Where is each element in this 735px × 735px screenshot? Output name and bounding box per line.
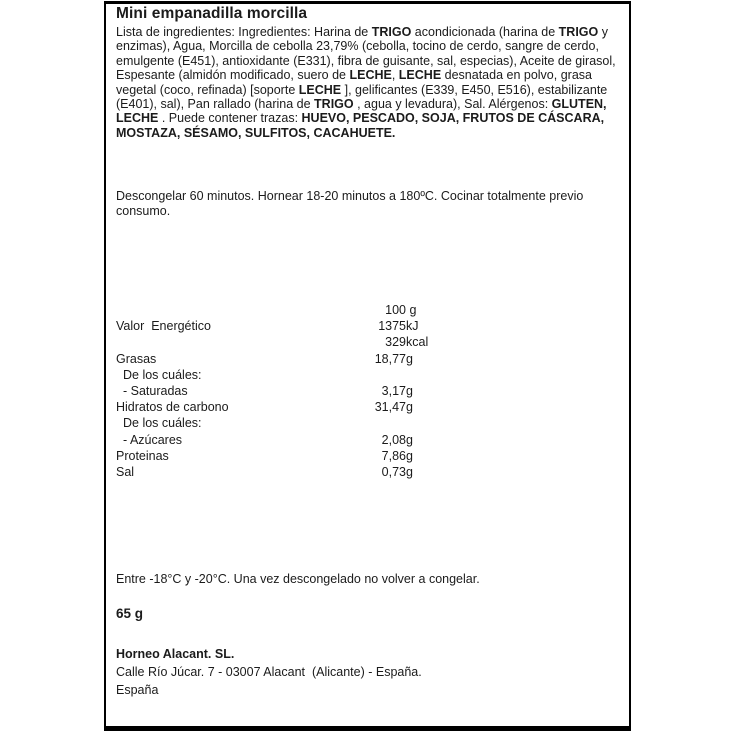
manufacturer-country: España — [116, 683, 159, 698]
nutrition-label: - Azúcares — [123, 432, 183, 447]
nutrition-label: Proteinas — [116, 448, 169, 463]
nutrition-row-energy-kj — [116, 319, 536, 335]
nutrition-unit: g — [406, 464, 413, 479]
nutrition-row-carbohydrate — [116, 400, 536, 416]
ingredient-segment: TRIGO — [371, 25, 412, 39]
nutrition-row-sugars — [116, 433, 536, 449]
ingredient-segment: y enzimas), Agua, Morcilla de cebolla 23,79% (cebolla, tocino de cerdo, sangre de cerdo, emulgente (E451), antioxidante (E331), fibra de guisante, sal, especias), Aceite de girasol, Espesante (almidón modificado, suero de — [116, 25, 616, 83]
nutrition-unit: g — [406, 400, 413, 415]
nutrition-value: 7,86 — [381, 448, 406, 463]
ingredient-segment: GLUTEN, LECHE — [116, 97, 607, 126]
ingredient-segment: Lista de ingredientes: Ingredientes: Harina de — [116, 25, 372, 39]
product-label-box — [104, 1, 631, 731]
ingredient-segment: HUEVO, PESCADO, SOJA, FRUTOS DE CÁSCARA, MOSTAZA, SÉSAMO, SULFITOS, CACAHUETE. — [116, 111, 605, 140]
ingredient-segment: , — [391, 68, 399, 83]
nutrition-value: 3,17 — [381, 383, 406, 398]
nutrition-header-row — [116, 303, 536, 319]
nutrition-value: 18,77 — [374, 351, 406, 366]
nutrition-unit: kcal — [406, 335, 429, 350]
nutrition-row-protein — [116, 449, 536, 465]
nutrition-label: - Saturadas — [123, 383, 188, 398]
ingredient-segment: LECHE — [298, 82, 342, 97]
nutrition-header-unit: g — [406, 303, 417, 317]
manufacturer-name: Horneo Alacant. SL. — [116, 647, 235, 661]
ingredient-segment: TRIGO — [314, 97, 354, 112]
storage-instructions: Entre -18°C y -20°C. Una vez descongelado no volver a congelar. — [116, 572, 480, 586]
nutrition-unit: g — [406, 351, 413, 366]
net-weight: 65 g — [116, 606, 144, 621]
ingredients-paragraph — [116, 25, 629, 140]
nutrition-unit: g — [406, 448, 413, 463]
nutrition-row-fat — [116, 352, 536, 368]
nutrition-label: Valor Energético — [116, 319, 211, 334]
nutrition-unit: g — [406, 383, 413, 398]
nutrition-value: 31,47 — [374, 400, 406, 415]
nutrition-value: 2,08 — [381, 432, 406, 447]
nutrition-value: 1375 — [378, 319, 406, 334]
nutrition-row-of-which-2 — [116, 416, 536, 432]
nutrition-value: 0,73 — [381, 464, 406, 479]
ingredient-segment: acondicionada (harina de — [411, 25, 559, 39]
nutrition-unit: g — [406, 432, 413, 447]
nutrition-label: Sal — [116, 464, 135, 479]
nutrition-unit: kJ — [406, 319, 419, 334]
product-title: Mini empanadilla morcilla — [116, 5, 308, 22]
nutrition-row-saturates — [116, 384, 536, 400]
ingredient-segment: LECHE — [349, 68, 392, 83]
ingredient-segment: , agua y levadura), Sal. Alérgenos: — [353, 97, 552, 112]
nutrition-value: 329 — [385, 335, 406, 350]
nutrition-header-amount: 100 — [385, 303, 406, 317]
ingredient-segment: desnatada en polvo, grasa vegetal (coco, refinada) [soporte — [116, 68, 592, 97]
nutrition-label: Grasas — [116, 351, 157, 366]
nutrition-row-salt — [116, 465, 536, 481]
preparation-instructions: Descongelar 60 minutos. Hornear 18-20 minutos a 180ºC. Cocinar totalmente previo consumo. — [116, 189, 584, 218]
nutrition-row-energy-kcal — [116, 335, 536, 351]
nutrition-label: De los cuáles: — [123, 367, 202, 382]
nutrition-table — [116, 303, 536, 481]
nutrition-row-of-which-1 — [116, 368, 536, 384]
nutrition-label: Hidratos de carbono — [116, 400, 229, 415]
manufacturer-address: Calle Río Júcar. 7 - 03007 Alacant (Alicante) - España. — [116, 665, 422, 680]
ingredient-segment: TRIGO — [558, 25, 599, 39]
ingredient-segment: LECHE — [398, 68, 442, 83]
ingredient-segment: . Puede contener trazas: — [158, 111, 302, 126]
nutrition-label: De los cuáles: — [123, 416, 202, 431]
manufacturer-info — [116, 645, 422, 700]
ingredient-segment: ], gelificantes (E339, E450, E516), estabilizante (E401), sal), Pan rallado (harina de — [116, 82, 608, 112]
